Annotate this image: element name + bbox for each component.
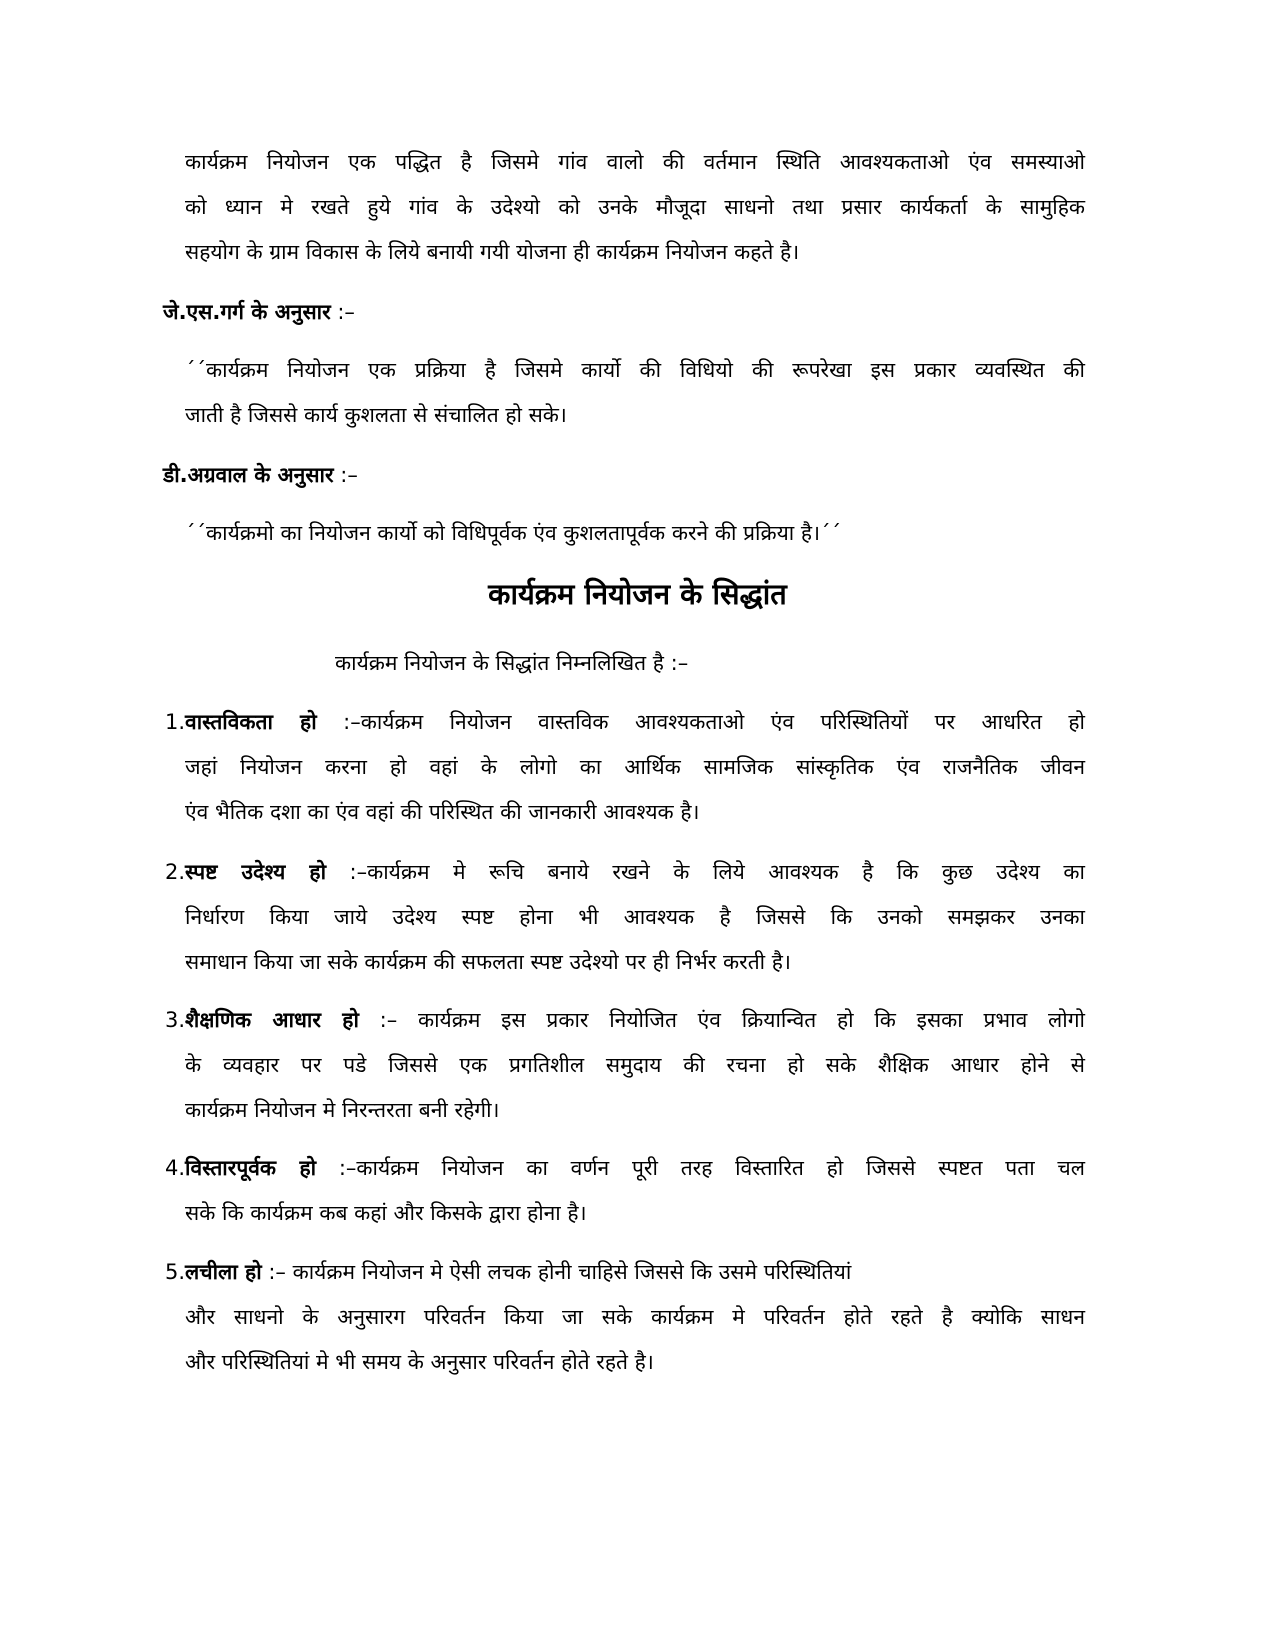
principle-line: कार्यक्रम नियोजन मे निरन्तरता बनी रहेगी। <box>185 1098 500 1122</box>
principle-number: 5. <box>165 1260 186 1284</box>
principle-item <box>165 700 1085 835</box>
principle-first-line <box>165 1250 1085 1295</box>
principle-text: :–कार्यक्रम नियोजन का वर्णन पूरी तरह विस्तारित हो जिससे स्पष्टत पता चल <box>316 1156 1085 1180</box>
principle-number: 4. <box>165 1156 186 1180</box>
principle-item <box>165 1250 1085 1385</box>
principle-line: के व्यवहार पर पडे जिससे एक प्रगतिशील समुदाय की रचना हो सके शैक्षिक आधार होने से <box>185 1053 1085 1077</box>
principle-line: निर्धारण किया जाये उदेश्य स्पष्ट होना भी आवश्यक है जिससे कि उनको समझकर उनका <box>185 905 1085 929</box>
principle-first-line <box>165 998 1085 1043</box>
principle-number: 3. <box>165 1008 186 1032</box>
principle-line: और साधनो के अनुसारग परिवर्तन किया जा सके कार्यक्रम मे परिवर्तन होते रहते है क्योकि साधन <box>185 1305 1085 1329</box>
principle-text: :–कार्यक्रम नियोजन वास्तविक आवश्यकताओ एंव परिस्थितियों पर आधरित हो <box>316 710 1085 734</box>
intro-line: को ध्यान मे रखते हुये गांव के उदेश्यो को उनके मौजूदा साधनो तथा प्रसार कार्यकर्ता के सामुहिक <box>185 195 1085 219</box>
principle-line: समाधान किया जा सके कार्यक्रम की सफलता स्पष्ट उदेश्यो पर ही निर्भर करती है। <box>185 950 791 974</box>
section-heading: कार्यक्रम नियोजन के सिद्धांत <box>488 577 787 611</box>
principle-title: लचीला हो <box>185 1260 262 1284</box>
principle-title: शैक्षणिक आधार हो <box>185 1008 359 1032</box>
principle-number: 1. <box>165 710 186 734</box>
principle-text: :– कार्यक्रम इस प्रकार नियोजित एंव क्रियान्वित हो कि इसका प्रभाव लोगो <box>358 1008 1085 1032</box>
garg-label <box>163 292 355 332</box>
intro-paragraph <box>185 140 1085 275</box>
principle-first-line <box>165 1146 1085 1191</box>
principle-first-line <box>165 700 1085 745</box>
agrawal-label-separator: :– <box>333 463 358 487</box>
agrawal-label-text: डी.अग्रवाल के अनुसार <box>163 463 334 487</box>
principle-text: :– कार्यक्रम नियोजन मे ऐसी लचक होनी चाहिसे जिससे कि उसमे परिस्थितियां <box>261 1260 852 1284</box>
principle-line: जहां नियोजन करना हो वहां के लोगो का आर्थिक सामजिक सांस्कृतिक एंव राजनैतिक जीवन <box>185 755 1085 779</box>
agrawal-label <box>163 455 358 495</box>
principle-line: सके कि कार्यक्रम कब कहां और किसके द्वारा होना है। <box>185 1201 587 1225</box>
principle-number: 2. <box>165 860 186 884</box>
principle-item <box>165 1146 1085 1236</box>
garg-quote-line: जाती है जिससे कार्य कुशलता से संचालित हो सके। <box>185 403 567 427</box>
principle-first-line <box>165 850 1085 895</box>
garg-label-text: जे.एस.गर्ग के अनुसार <box>163 300 331 324</box>
garg-label-separator: :– <box>330 300 355 324</box>
intro-line: सहयोग के ग्राम विकास के लिये बनायी गयी योजना ही कार्यक्रम नियोजन कहते है। <box>185 240 800 264</box>
principle-item <box>165 998 1085 1133</box>
section-intro-text: कार्यक्रम नियोजन के सिद्धांत निम्नलिखित है :– <box>335 651 689 675</box>
intro-line: कार्यक्रम नियोजन एक पद्धित है जिसमे गांव वालो की वर्तमान स्थिति आवश्यकताओ एंव समस्याओ <box>185 150 1085 174</box>
principle-item <box>165 850 1085 985</box>
principle-line: एंव भैतिक दशा का एंव वहां की परिस्थित की जानकारी आवश्यक है। <box>185 800 700 824</box>
principle-title: स्पष्ट उदेश्य हो <box>185 860 327 884</box>
principle-title: विस्तारपूर्वक हो <box>185 1156 317 1180</box>
principle-line: और परिस्थितियां मे भी समय के अनुसार परिवर्तन होते रहते है। <box>185 1350 654 1374</box>
agrawal-quote: ´´कार्यक्रमो का नियोजन कार्यो को विधिपूर्वक एंव कुशलतापूर्वक करने की प्रक्रिया है।´´ <box>185 521 842 545</box>
principle-text: :–कार्यक्रम मे रूचि बनाये रखने के लिये आवश्यक है कि कुछ उदेश्य का <box>326 860 1085 884</box>
garg-quote-line: ´´कार्यक्रम नियोजन एक प्रक्रिया है जिसमे कार्यो की विधियो की रूपरेखा इस प्रकार व्यवस्थित की <box>185 358 1085 382</box>
principle-title: वास्तविकता हो <box>185 710 317 734</box>
garg-quote <box>185 348 1085 438</box>
